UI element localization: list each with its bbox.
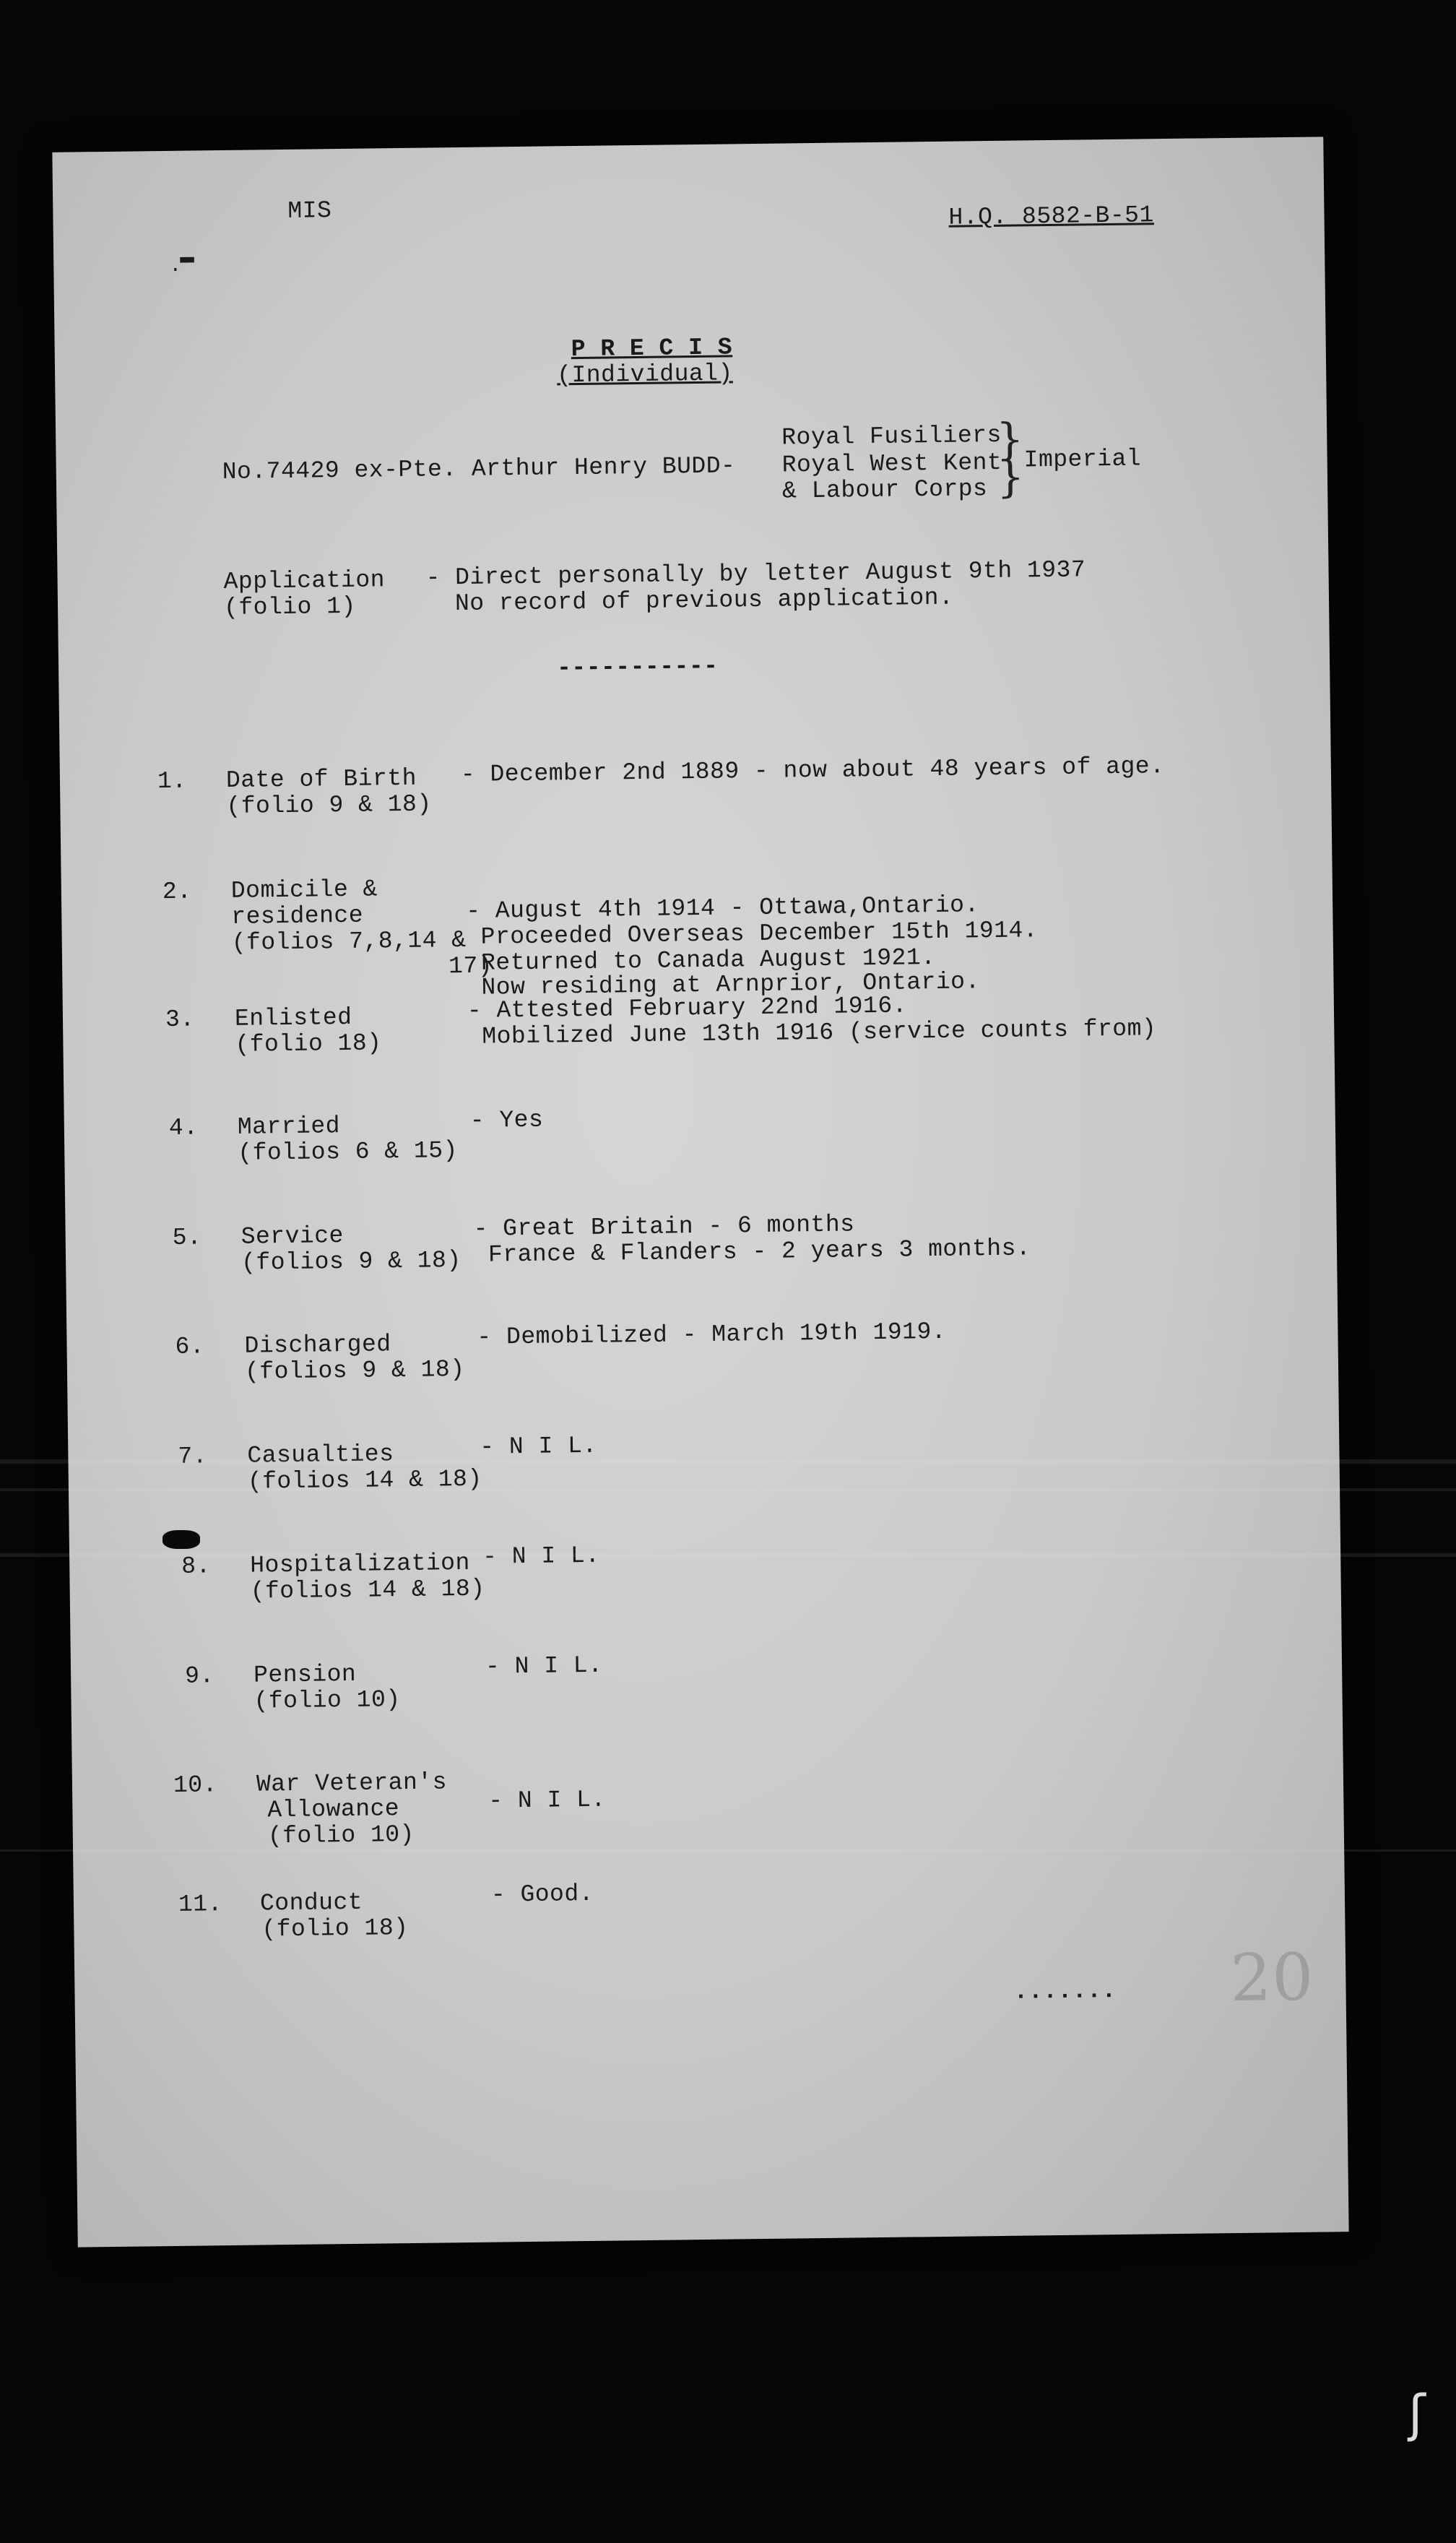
item-folio: 17) (448, 952, 493, 980)
item-value: - August 4th 1914 - Ottawa,Ontario. (466, 891, 980, 925)
item-label: Pension (253, 1660, 357, 1689)
page-number-pencil: 20 (1229, 1939, 1314, 2017)
item-label: Service (240, 1222, 344, 1251)
unit-royal-fusiliers: Royal Fusiliers (781, 421, 1002, 452)
item-number: 9. (184, 1662, 214, 1690)
item-value: - Demobilized - March 19th 1919. (477, 1318, 947, 1351)
item-value: - N I L. (485, 1652, 603, 1680)
item-number: 4. (168, 1114, 199, 1141)
item-number: 2. (162, 878, 192, 906)
scan-streak (0, 1849, 1456, 1852)
item-label: Date of Birth (225, 764, 417, 794)
reference-number: H.Q. 8582-B-51 (948, 202, 1155, 231)
scan-streak (0, 1488, 1456, 1491)
unit-royal-west-kent: Royal West Kent (781, 449, 1002, 479)
mark-dot: · (169, 259, 182, 282)
item-folio: (folios 9 & 18) (240, 1247, 462, 1277)
item-value: - December 2nd 1889 - now about 48 years of age. (460, 753, 1165, 789)
item-label: Casualties (247, 1441, 394, 1469)
item-folio: (folios 6 & 15) (238, 1137, 459, 1167)
file-code: MIS (287, 197, 332, 225)
item-value: Mobilized June 13th 1916 (service counts from) (482, 1015, 1157, 1050)
item-label: Domicile & (230, 876, 378, 904)
item-number: 8. (181, 1553, 212, 1580)
item-value: - N I L. (482, 1542, 600, 1571)
application-line-2: No record of previous application. (454, 584, 954, 618)
item-value: - Great Britain - 6 months (473, 1211, 855, 1243)
item-value: - Good. (490, 1880, 594, 1909)
item-label: Hospitalization (250, 1549, 471, 1579)
edge-smudge: ʃ (1408, 2384, 1426, 2443)
item-number: 3. (165, 1006, 195, 1034)
item-folio: (folio 10) (267, 1821, 415, 1850)
item-value: Returned to Canada August 1921. (480, 944, 936, 977)
item-label: Enlisted (234, 1003, 352, 1032)
item-folio: (folios 14 & 18) (247, 1465, 482, 1495)
separator: ----------- (556, 652, 719, 682)
item-value: - N I L. (488, 1786, 606, 1815)
item-folio: (folio 9 & 18) (226, 790, 432, 820)
subject-name: No.74429 ex-Pte. Arthur Henry BUDD- (222, 452, 736, 486)
document-sheet (52, 137, 1348, 2247)
item-value: Proceeded Overseas December 15th 1914. (480, 917, 1039, 951)
item-folio: (folios 14 & 18) (250, 1575, 485, 1605)
application-line-1: - Direct personally by letter August 9th 1937 (425, 556, 1086, 592)
item-label: Conduct (259, 1888, 363, 1917)
item-folio: (folio 18) (261, 1914, 409, 1943)
item-folio: (folio 10) (254, 1686, 401, 1715)
item-number: 1. (157, 767, 187, 795)
item-folio: (folios 9 & 18) (244, 1356, 465, 1386)
item-label: Married (237, 1113, 341, 1141)
unit-labour-corps: & Labour Corps (781, 475, 988, 505)
page-title: P R E C I S (571, 334, 733, 363)
application-label: Application (223, 566, 386, 596)
army-imperial: Imperial (1023, 445, 1142, 474)
item-number: 6. (175, 1333, 205, 1360)
unit-brace-left-2: } (996, 452, 1026, 503)
item-number: 7. (178, 1443, 208, 1470)
item-label: War Veteran's (256, 1769, 448, 1798)
item-number: 5. (172, 1224, 202, 1251)
item-number: 11. (178, 1891, 223, 1918)
item-value: - Attested February 22nd 1916. (467, 992, 908, 1024)
item-label: residence (231, 902, 364, 931)
page-subtitle: (Individual) (556, 360, 734, 389)
scan-streak (0, 1459, 1456, 1464)
mark-dash: ▬ (179, 243, 195, 271)
application-folio: (folio 1) (223, 592, 357, 622)
item-value: Now residing at Arnprior, Ontario. (481, 968, 981, 1001)
item-value: France & Flanders - 2 years 3 months. (488, 1235, 1031, 1269)
item-folio: (folios 7,8,14 & (231, 926, 467, 957)
item-label: Discharged (244, 1331, 391, 1360)
scan-streak (0, 1553, 1456, 1557)
item-value: - N I L. (480, 1432, 597, 1461)
end-mark: ....... (1013, 1977, 1117, 2006)
item-number: 10. (173, 1771, 218, 1799)
ink-blot (162, 1530, 200, 1549)
item-folio: (folio 18) (235, 1029, 382, 1058)
unit-brace-left: } (995, 414, 1025, 465)
item-label: Allowance (267, 1795, 400, 1824)
item-value: - Yes (469, 1106, 544, 1134)
